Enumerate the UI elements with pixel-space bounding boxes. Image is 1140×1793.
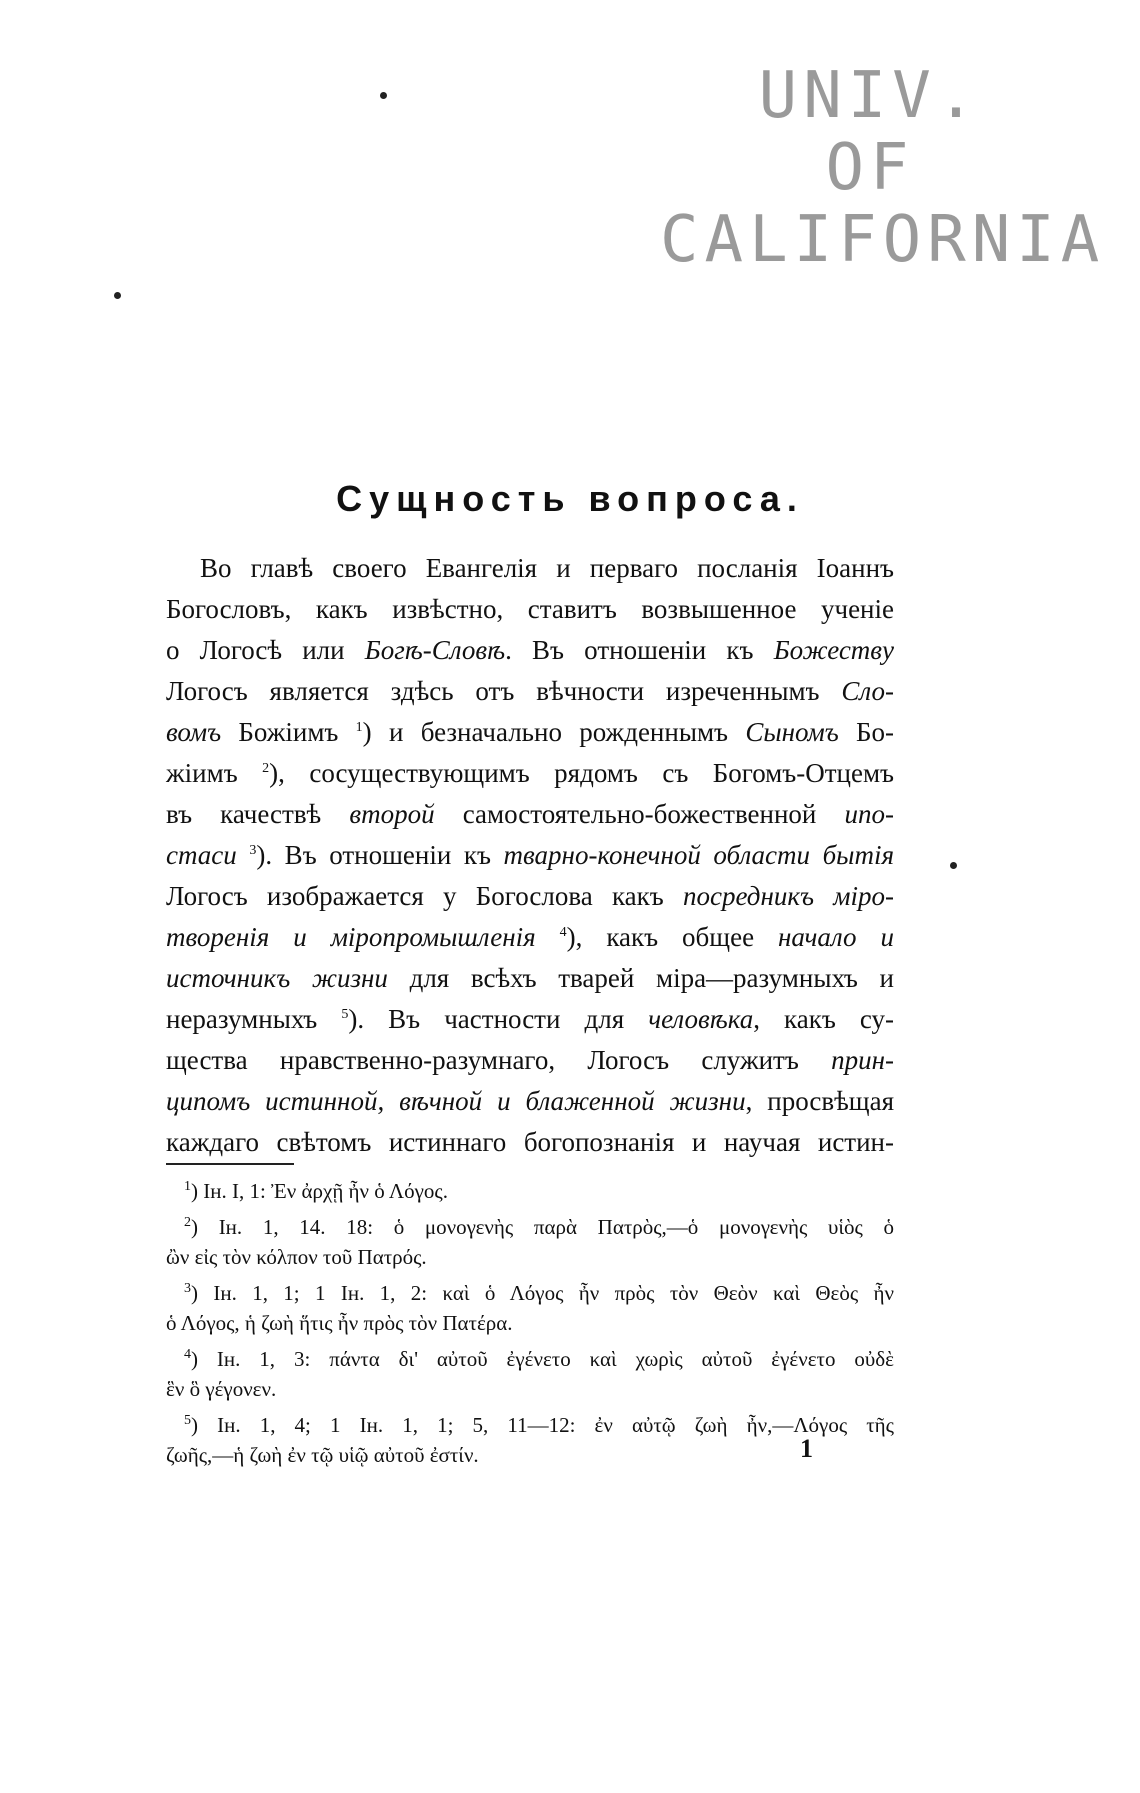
italic-text: второй: [349, 799, 435, 829]
footnote-line: [166, 1440, 894, 1470]
text-run: , какъ су-: [753, 1004, 894, 1034]
footnote-line: [166, 1374, 894, 1404]
text-run: ). Въ отношеніи къ: [256, 840, 504, 870]
page-number: 1: [800, 1434, 813, 1463]
text-run: [536, 922, 560, 952]
text-run: въ качествѣ: [166, 799, 350, 829]
text-line: [166, 917, 894, 958]
italic-text: источникъ жизни: [166, 963, 388, 993]
text-run: Логосъ изображается у Богослова какъ: [166, 881, 684, 911]
italic-text: человѣка: [648, 1004, 754, 1034]
text-line: [166, 753, 894, 794]
footnote-number: 1: [184, 1179, 191, 1194]
text-run: . Въ отношеніи къ: [505, 635, 774, 665]
footnote-text: Ін. 1, 14. 18: ὁ μονογενὴς παρὰ Πατρὸς,—ὁ μονογενὴς υἱὸς ὁ: [218, 1215, 894, 1239]
text-run: щества нравственно-разумнаго, Логосъ служитъ: [166, 1045, 832, 1075]
footnote: [166, 1176, 894, 1206]
ink-speck: [950, 862, 957, 869]
italic-text: ипо-: [844, 799, 895, 829]
footnote-line: [166, 1308, 894, 1338]
footnote-number: 5: [184, 1413, 191, 1428]
text-run: Божіимъ: [221, 717, 356, 747]
italic-text: стаси: [166, 840, 237, 870]
footnote-number: 3: [184, 1281, 191, 1296]
text-line: [166, 1040, 894, 1081]
footnote-line: $^5$) Ін. 1, 4; 1 Ін. 1, 1; 5, 11—12: ἐν αὐτῷ ζωὴ ἦν,—Λόγος τῆς: [184, 1413, 894, 1437]
footnote-line: [166, 1242, 894, 1272]
footnote-text: ἓν ὃ γέγονεν.: [166, 1377, 277, 1401]
italic-text: Сло-: [841, 676, 894, 706]
footnote: [166, 1410, 894, 1470]
footnote-text: ὁ Λόγος, ἡ ζωὴ ἥτις ἦν πρὸς τὸν Πατέρα.: [166, 1311, 513, 1335]
text-run: ) и безначально рожденнымъ: [362, 717, 746, 747]
italic-text: Сыномъ: [745, 717, 839, 747]
footnote-line: $^4$) Ін. 1, 3: πάντα δι' αὐτοῦ ἐγένετο καὶ χωρὶς αὐτοῦ ἐγένετο οὐδὲ: [184, 1347, 894, 1371]
text-line: [166, 1081, 894, 1122]
text-line: [166, 630, 894, 671]
text-run: , просвѣщая: [745, 1086, 895, 1116]
text-run: самостоятельно-божественной: [434, 799, 845, 829]
text-line: [166, 876, 894, 917]
footnote-number: 4: [184, 1347, 191, 1362]
text-run: неразумныхъ: [166, 1004, 342, 1034]
italic-text: посредникъ міро-: [683, 881, 894, 911]
footnote-text: Ін. 1, 1; 1 Ін. 1, 2: καὶ ὁ Λόγος ἦν πρὸς τὸν Θεὸν καὶ Θεὸς ἦν: [213, 1281, 894, 1305]
footnote-ref: 5: [341, 1007, 349, 1022]
text-run: ), какъ общее: [566, 922, 779, 952]
text-line: [166, 1122, 894, 1163]
text-run: для всѣхъ тварей міра—разумныхъ и: [387, 963, 895, 993]
footnote-line: $^2$) Ін. 1, 14. 18: ὁ μονογενὴς παρὰ Πατρὸς,—ὁ μονογενὴς υἱὸς ὁ: [184, 1215, 894, 1239]
footnote: [166, 1278, 894, 1338]
footnote-text: Ін. 1, 4; 1 Ін. 1, 1; 5, 11—12: ἐν αὐτῷ ζωὴ ἦν,—Λόγος τῆς: [217, 1413, 894, 1437]
text-line: [166, 835, 894, 876]
text-line: [166, 548, 894, 589]
footnote-ref: 2: [262, 761, 270, 776]
footnote-line: $^3$) Ін. 1, 1; 1 Ін. 1, 2: καὶ ὁ Λόγος ἦν πρὸς τὸν Θεὸν καὶ Θεὸς ἦν: [184, 1281, 894, 1305]
footnote: [166, 1212, 894, 1272]
text-line: [166, 999, 894, 1040]
text-run: каждаго свѣтомъ истиннаго богопознанія и научая истин-: [166, 1127, 894, 1157]
stamp-line-2: CALIFORNIA: [660, 203, 1106, 277]
text-run: жіимъ: [166, 758, 263, 788]
text-run: Богословъ, какъ извѣстно, ставитъ возвышенное ученіе: [166, 594, 894, 624]
italic-text: начало и: [778, 922, 894, 952]
text-line: [166, 671, 894, 712]
main-text: [166, 548, 894, 1163]
text-run: ). Въ частности для: [348, 1004, 649, 1034]
text-run: Бо-: [838, 717, 895, 747]
text-line: [166, 712, 894, 753]
text-run: о Логосѣ или: [166, 635, 365, 665]
text-line: [166, 958, 894, 999]
italic-text: Богѣ-Словѣ: [364, 635, 506, 665]
ink-speck: [114, 292, 121, 299]
footnotes: [166, 1176, 894, 1476]
text-run: Во главѣ своего Евангелія и перваго посланія Іоаннъ: [200, 553, 894, 583]
text-run: ), сосуществующимъ рядомъ съ Богомъ-Отцемъ: [269, 758, 895, 788]
text-run: [237, 840, 250, 870]
italic-text: вомъ: [166, 717, 222, 747]
italic-text: Божеству: [773, 635, 895, 665]
footnote-rule: [166, 1163, 294, 1165]
footnote: [166, 1344, 894, 1404]
text-line: [166, 589, 894, 630]
footnote-text: Ін. I, 1: Ἐν ἀρχῇ ἦν ὁ Λόγος.: [203, 1179, 448, 1203]
italic-text: тварно-конечной области бытія: [503, 840, 895, 870]
footnote-text: ζωῆς,—ἡ ζωὴ ἐν τῷ υἱῷ αὐτοῦ ἐστίν.: [166, 1443, 479, 1467]
footnote-ref: 3: [249, 843, 257, 858]
stamp-line-1: UNIV. OF: [758, 59, 982, 205]
ink-speck: [380, 92, 387, 99]
footnote-text: Ін. 1, 3: πάντα δι' αὐτοῦ ἐγένετο καὶ χωρὶς αὐτοῦ ἐγένετο οὐδὲ: [216, 1347, 894, 1371]
footnote-ref: 1: [355, 720, 363, 735]
italic-text: творенія и міропромышленія: [166, 922, 536, 952]
library-stamp: [660, 59, 1106, 277]
footnote-number: 2: [184, 1215, 191, 1230]
footnote-ref: 4: [559, 925, 567, 940]
text-line: [166, 794, 894, 835]
italic-text: ципомъ истинной, вѣчной и блаженной жизни: [166, 1086, 746, 1116]
italic-text: прин-: [831, 1045, 894, 1075]
footnote-line: $^1$) Ін. I, 1: Ἐν ἀρχῇ ἦν ὁ Λόγος.: [184, 1179, 448, 1203]
text-run: Логосъ является здѣсь отъ вѣчности изреченнымъ: [166, 676, 842, 706]
section-title: Сущность вопроса.: [336, 478, 804, 519]
footnote-text: ὢν εἰς τὸν κόλπον τοῦ Πατρός.: [166, 1245, 427, 1269]
